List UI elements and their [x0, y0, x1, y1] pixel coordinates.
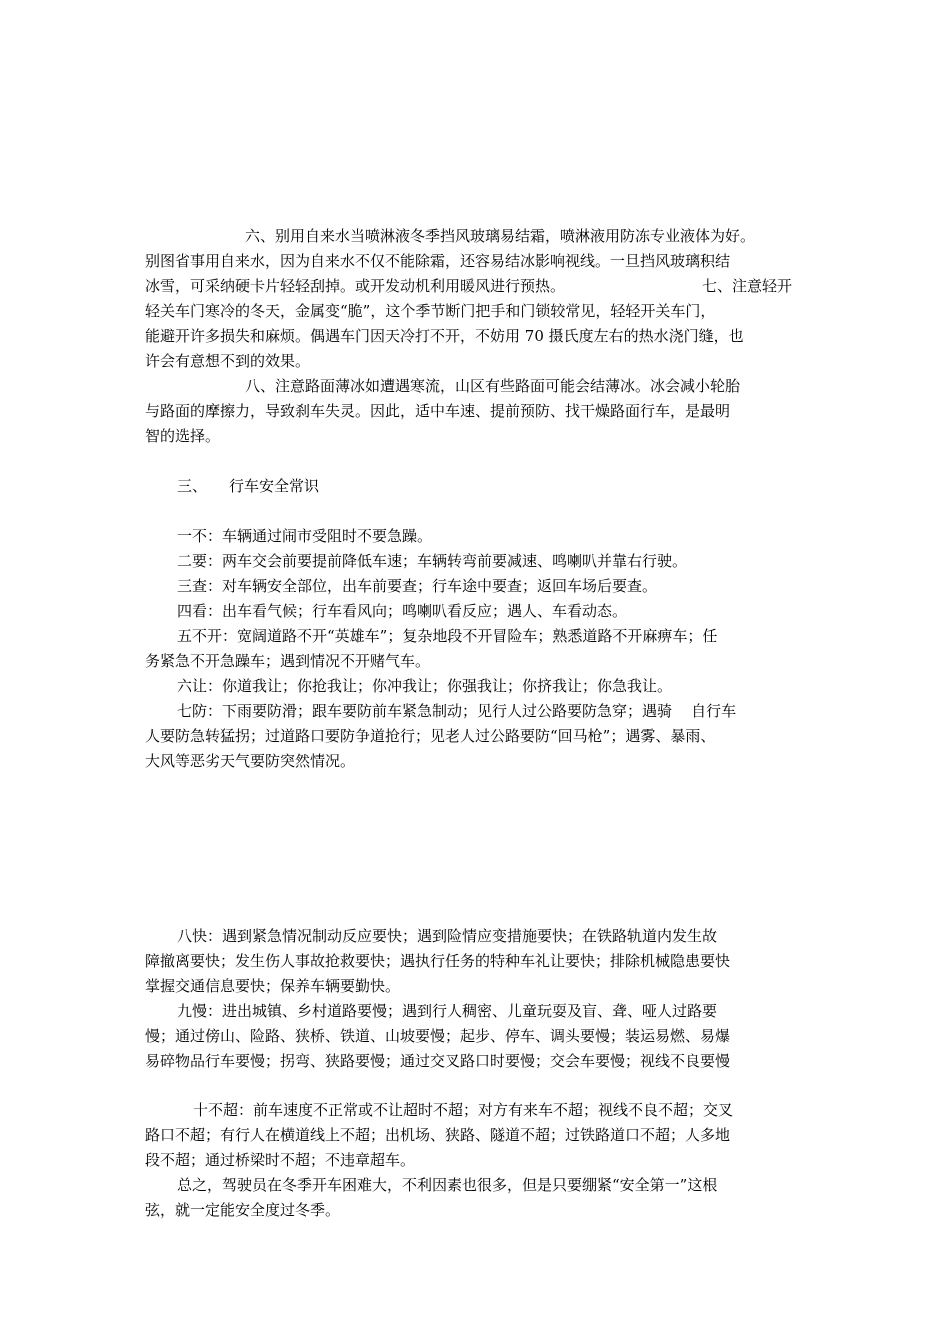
rule-6: 六让：你道我让；你抢我让；你冲我让；你强我让；你挤我让；你急我让。	[177, 677, 673, 695]
para8-line-3: 智的选择。	[145, 427, 221, 445]
rule-5-line-2: 务紧急不开急躁车；遇到情况不开赌气车。	[145, 652, 431, 670]
para8-line-2: 与路面的摩擦力，导致刹车失灵。因此，适中车速、提前预防、找干燥路面行车，是最明	[145, 402, 731, 420]
rule-2: 二要：两车交会前要提前降低车速；车辆转弯前要减速、鸣喇叭并靠右行驶。	[177, 552, 688, 570]
rule-9-line-1: 九慢：进出城镇、乡村道路要慢；遇到行人稠密、儿童玩耍及盲、聋、哑人过路要	[177, 1002, 718, 1020]
rule-10-line-3: 段不超；通过桥梁时不超；不违章超车。	[145, 1151, 416, 1169]
summary-line-1: 总之，驾驶员在冬季开车困难大，不利因素也很多，但是只要绷紧“安全第一”这根	[177, 1176, 718, 1194]
rule-4: 四看：出车看气候；行车看风向；鸣喇叭看反应；遇人、车看动态。	[177, 602, 628, 620]
rule-9-line-2: 慢；通过傍山、险路、狭桥、铁道、山坡要慢；起步、停车、调头要慢；装运易燃、易爆	[145, 1027, 731, 1045]
rule-8-line-1: 八快：遇到紧急情况制动反应要快；遇到险情应变措施要快；在铁路轨道内发生故	[177, 927, 718, 945]
summary-line-2: 弦，就一定能安全度过冬季。	[145, 1201, 341, 1219]
para6-line-2: 别图省事用自来水，因为自来水不仅不能除霜，还容易结冰影响视线。一旦挡风玻璃积结	[145, 252, 731, 270]
rule-7-line-1: 七防：下雨要防滑；跟车要防前车紧急制动；见行人过公路要防急穿；遇骑 自行车	[177, 702, 737, 720]
rule-8-line-3: 掌握交通信息要快；保养车辆要勤快。	[145, 977, 401, 995]
rule-10-line-2: 路口不超；有行人在横道线上不超；出机场、狭路、隧道不超；过铁路道口不超；人多地	[145, 1126, 731, 1144]
rule-1: 一不：车辆通过闹市受阻时不要急躁。	[177, 527, 433, 545]
para7-line-3: 许会有意想不到的效果。	[145, 352, 311, 370]
para7-heading-start: 七、注意轻开	[702, 277, 793, 295]
rule-7-line-2: 人要防急转猛拐；过道路口要防争道抢行；见老人过公路要防“回马枪”；遇雾、暴雨、	[145, 727, 716, 745]
para7-line-2: 能避开许多损失和麻烦。偶遇车门因天冷打不开，不妨用 70 摄氏度左右的热水浇门缝，也	[145, 327, 744, 345]
rule-3: 三查：对车辆安全部位，出车前要查；行车途中要查；返回车场后要查。	[177, 577, 658, 595]
section-3-number: 三、	[177, 477, 208, 495]
section-3-title: 行车安全常识	[229, 477, 320, 495]
rule-10-line-1: 十不超：前车速度不正常或不让超时不超；对方有来车不超；视线不良不超；交叉	[193, 1101, 734, 1119]
rule-9-line-3: 易碎物品行车要慢；拐弯、狭路要慢；通过交叉路口时要慢；交会车要慢；视线不良要慢	[145, 1052, 731, 1070]
para8-line-1: 八、注意路面薄冰如遭遇寒流，山区有些路面可能会结薄冰。冰会减小轮胎	[245, 377, 741, 395]
para6-line-1: 六、别用自来水当喷淋液冬季挡风玻璃易结霜，喷淋液用防冻专业液体为好。	[245, 227, 756, 245]
rule-5-line-1: 五不开：宽阔道路不开“英雄车”；复杂地段不开冒险车；熟悉道路不开麻痹车；任	[177, 627, 718, 645]
rule-7-line-3: 大风等恶劣天气要防突然情况。	[145, 752, 356, 770]
para6-line-3: 冰雪，可采纳硬卡片轻轻刮掉。或开发动机利用暖风进行预热。	[145, 277, 566, 295]
rule-8-line-2: 障撤离要快；发生伤人事故抢救要快；遇执行任务的特种车礼让要快；排除机械隐患要快	[145, 952, 731, 970]
para7-line-1: 轻关车门寒冷的冬天，金属变“脆”，这个季节断门把手和门锁较常见，轻轻开关车门，	[145, 302, 716, 320]
